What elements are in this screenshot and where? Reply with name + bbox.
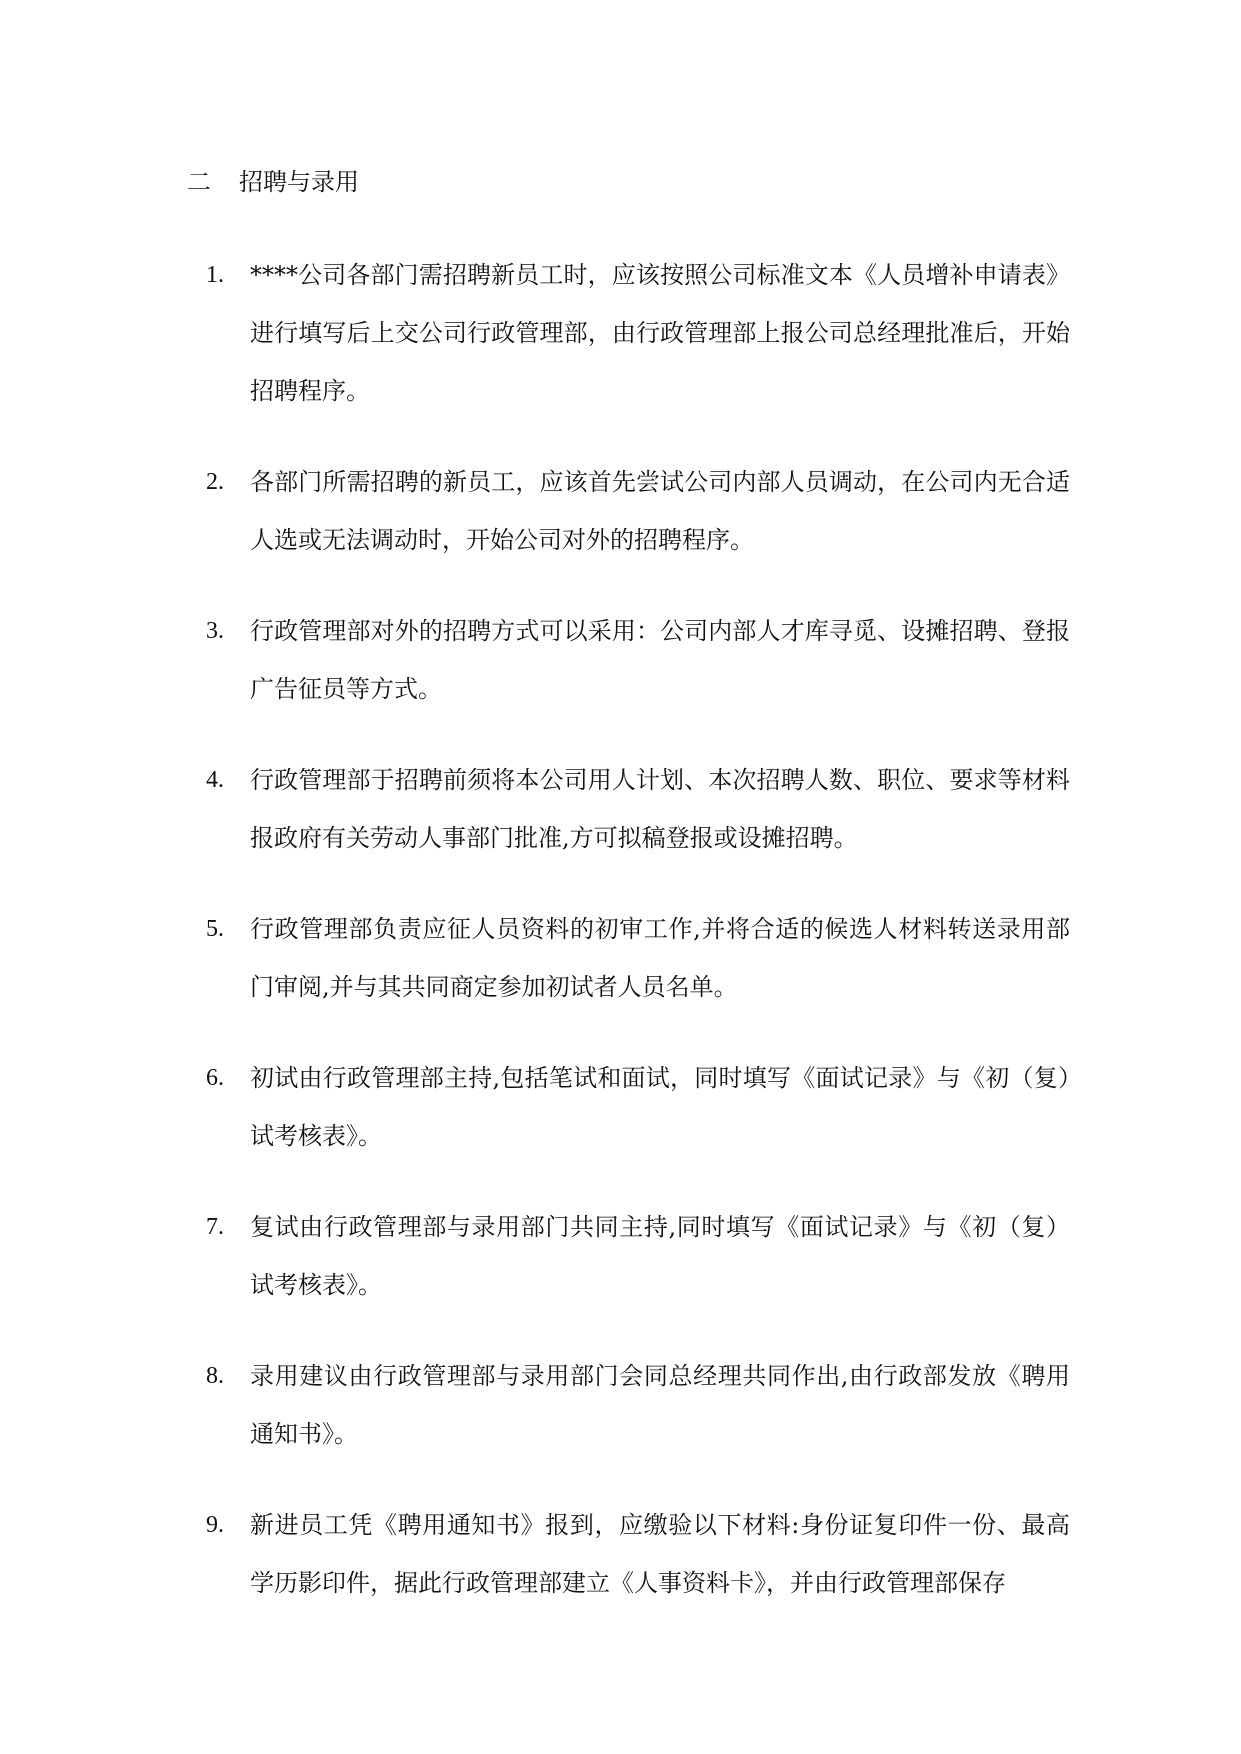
item-text: 复试由行政管理部与录用部门共同主持,同时填写《面试记录》与《初（复）试考核表》。 xyxy=(250,1213,1070,1299)
list-item xyxy=(200,1496,1070,1612)
item-number: 7. xyxy=(206,1214,224,1240)
list-item xyxy=(200,453,1070,569)
item-number: 9. xyxy=(206,1512,224,1538)
list-item xyxy=(200,751,1070,867)
item-text: 各部门所需招聘的新员工，应该首先尝试公司内部人员调动，在公司内无合适人选或无法调动时，开始公司对外的招聘程序。 xyxy=(250,468,1070,554)
section-title: 招聘与录用 xyxy=(239,168,359,196)
item-number: 3. xyxy=(206,618,224,644)
section-heading xyxy=(187,166,359,198)
list-item xyxy=(200,602,1070,718)
list-item xyxy=(200,1347,1070,1463)
item-number: 4. xyxy=(206,767,224,793)
item-text: 初试由行政管理部主持,包括笔试和面试，同时填写《面试记录》与《初（复）试考核表》。 xyxy=(250,1064,1070,1150)
item-number: 8. xyxy=(206,1363,224,1389)
list-item xyxy=(200,1198,1070,1314)
item-text: 录用建议由行政管理部与录用部门会同总经理共同作出,由行政部发放《聘用通知书》。 xyxy=(250,1362,1070,1448)
item-text: 行政管理部负责应征人员资料的初审工作,并将合适的候选人材料转送录用部门审阅,并与其共同商定参加初试者人员名单。 xyxy=(250,915,1070,1001)
list-item xyxy=(200,246,1070,420)
recruitment-rules-list xyxy=(200,246,1070,1645)
item-text: 行政管理部对外的招聘方式可以采用：公司内部人才库寻觅、设摊招聘、登报广告征员等方式。 xyxy=(250,617,1070,703)
section-number: 二 xyxy=(187,168,211,196)
item-number: 6. xyxy=(206,1065,224,1091)
list-item xyxy=(200,900,1070,1016)
item-text: ****公司各部门需招聘新员工时，应该按照公司标准文本《人员增补申请表》进行填写后上交公司行政管理部，由行政管理部上报公司总经理批准后，开始招聘程序。 xyxy=(250,261,1070,405)
list-item xyxy=(200,1049,1070,1165)
item-text: 新进员工凭《聘用通知书》报到，应缴验以下材料:身份证复印件一份、最高学历影印件，据此行政管理部建立《人事资料卡》，并由行政管理部保存 xyxy=(250,1511,1070,1597)
item-number: 1. xyxy=(206,262,224,288)
item-number: 5. xyxy=(206,916,224,942)
item-number: 2. xyxy=(206,469,224,495)
item-text: 行政管理部于招聘前须将本公司用人计划、本次招聘人数、职位、要求等材料报政府有关劳动人事部门批准,方可拟稿登报或设摊招聘。 xyxy=(250,766,1070,852)
